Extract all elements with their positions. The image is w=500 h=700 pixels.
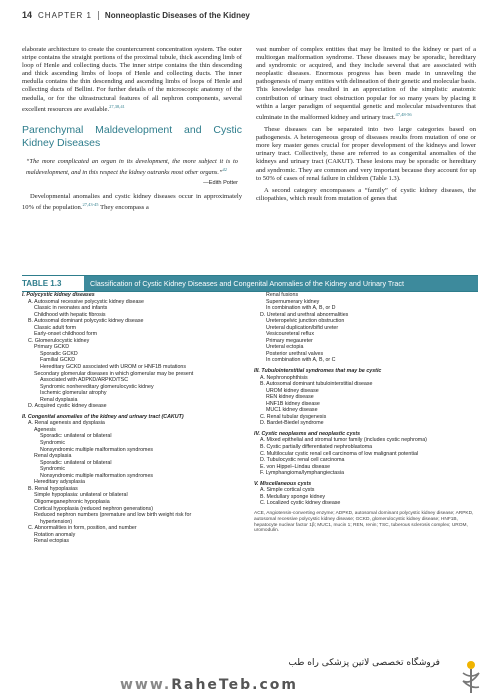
right-paragraph-1: vast number of complex entities that may be limited to the kidney or part of a multiorgan malformation syndrome. These diseases may be sporadic, hereditary and syndromic or acquired, and they include several that are associated with neoplastic diseases. Enormous progress has been made in unraveling the pathogenesis of many entities with delineation of their genetic and molecular basis. This knowledge has resulted in an appreciation of the simplistic anatomic contribution of urinary tract obstruction popular for so many years by placing it within a larger paradigm of sequential genetic and molecular misadventures that culminate in the malformed kidney and urinary tract.$^{47,48-56}$ [256, 46, 476, 121]
table-row: Primary GCKD [34, 344, 70, 351]
page-header [22, 10, 478, 20]
table-row: Secondary glomerular diseases in which glomerular may be present [34, 370, 194, 377]
table-row: Agenesis [34, 426, 56, 433]
table-row: E. von Hippel–Lindau disease [260, 463, 331, 470]
table-row: Classic adult form [34, 324, 77, 331]
table-section-heading: IV. Cystic neoplasms and neoplastic cysts [254, 430, 361, 437]
table-row: Ureteral ectopia [266, 344, 304, 351]
store-banner [0, 655, 500, 700]
store-name: فروشگاه تخصصی لاتین پزشکی راه طب [288, 658, 440, 668]
table-row: Renal fusions [266, 292, 299, 298]
section-heading: Parenchymal Maldevelopment and Cystic Kidney Diseases [22, 123, 242, 149]
table-row: Familial GCKD [40, 357, 76, 364]
table-row: Associated with ADPKD/ARPKD/TSC [40, 377, 129, 384]
table-row: Rotation anomaly [34, 531, 76, 538]
table-row: A. Mixed epithelial and stromal tumor family (includes cystic nephroma) [260, 437, 427, 444]
table-row: Sporadic: unilateral or bilateral [40, 433, 112, 440]
table-section-heading: V. Miscellaneous cysts [254, 480, 312, 487]
store-url[interactable]: www.RaheTeb.com [120, 677, 298, 693]
table-row: Hereditary GCKD associated with UROM or HNF1B mutations [40, 364, 187, 371]
table-row: Syndromic [40, 440, 66, 447]
table-row: A. Renal agenesis and dysplasia [28, 420, 105, 427]
page-number: 14 [22, 10, 33, 20]
table-row: Supernumerary kidney [266, 298, 320, 305]
table-row: Classic in neonates and infants [34, 305, 108, 312]
table-row: Ureteral duplication/bifid ureter [266, 324, 339, 331]
table-header [22, 275, 478, 292]
table-row: F. Lymphangioma/lymphangiectasia [260, 470, 345, 477]
epigraph-author: —Edith Potter [203, 179, 238, 186]
table-row: Syndromic [40, 466, 66, 473]
table-title: Classification of Cystic Kidney Diseases and Congenital Anomalies of the Kidney and Urinary Tract [84, 276, 478, 291]
table-row: Early-onset childhood form [34, 331, 98, 338]
table-row: Oligomeganephronic hypoplasia [34, 498, 110, 505]
table-row: MUC1 kidney disease [266, 407, 318, 414]
table-row: Nonsyndromic multiple malformation syndromes [40, 446, 154, 453]
table-row: Nonsyndromic multiple malformation syndromes [40, 472, 154, 479]
table-row: A. Nephronophthisis [260, 374, 308, 381]
table-row: Cortical hypoplasia (reduced nephron generations) [34, 505, 153, 512]
table-row: Posterior urethral valves [266, 350, 324, 357]
table-number: TABLE 1.3 [22, 279, 62, 288]
table-row: D. Tubulocystic renal cell carcinoma [260, 457, 345, 464]
table-row: REN kidney disease [266, 394, 314, 401]
epigraph-quote: “The more complicated an organ in its development, the more subject it is to maldevelopment, and in this respect the kidney outranks most other organs.”$^{42}$ [26, 157, 238, 176]
table-row: hypertension) [40, 518, 73, 525]
table-row: C. Abnormalities in form, position, and number [28, 525, 137, 532]
table-right-column [254, 292, 478, 534]
store-logo-icon [456, 659, 486, 695]
table-row: D. Ureteral and urethral abnormalities [260, 311, 349, 318]
left-column [22, 46, 242, 216]
table-row: Primary megaureter [266, 337, 313, 344]
classification-table [22, 275, 478, 545]
chapter-label: CHAPTER 1 [38, 10, 92, 20]
table-row: Simple hypoplasia: unilateral or bilateral [34, 492, 128, 499]
table-row: B. Autosomal dominant polycystic kidney disease [28, 318, 144, 325]
right-column [256, 46, 476, 207]
table-row: HNF1B kidney disease [266, 400, 320, 407]
table-footnote: ACE, Angiotensin-converting enzyme; ADPKD, autosomal dominant polycystic kidney disease; ARPKD, autosomal recessive polycystic kidney disease; GCKD, glomerulocystic kidney disease; HNF1B, hepatocyte nuclear factor 1β; MUC1, mucin 1; REN, renin; TSC, tuberous sclerosis complex; UROM, uromodulin. [254, 510, 474, 534]
table-row: Sporadic GCKD [40, 350, 78, 357]
table-row: Vesicoureteral reflux [266, 331, 314, 338]
table-row: C. Renal tubular dysgenesis [260, 413, 327, 420]
right-paragraph-2: These diseases can be separated into two large categories based on pathogenesis. A heterogeneous group of diseases results from mutation of one or more key master genes crucial for proper development of the kidneys and lower urinary tract. Collectively, these are referred to as congenital anomalies of the kidneys and urinary tract (CAKUT). These lesions may be sporadic or hereditary and syndromic. They are common and very important because they account for up to 50% of cases of renal failure in children (Table 1.3). [256, 126, 476, 182]
header-divider [98, 11, 99, 20]
chapter-title: Nonneoplastic Diseases of the Kidney [104, 10, 250, 20]
table-row: Reduced nephron numbers (premature and low birth weight risk for [34, 512, 192, 519]
table-row: D. Acquired cystic kidney disease [28, 403, 107, 410]
table-section-heading: II. Congenital anomalies of the kidney and urinary tract (CAKUT) [22, 413, 184, 420]
table-row: Renal dysplasia [34, 453, 72, 460]
table-section-heading: III. Tubulointerstitial syndromes that may be cystic [254, 368, 382, 375]
table-row: Ureteropelvic junction obstruction [266, 318, 345, 325]
table-row: In combination with A, B, or D [266, 305, 336, 312]
table-row: D. Bardet-Biedel syndrome [260, 420, 324, 427]
table-row: In combination with A, B, or C [266, 357, 336, 364]
table-row: Renal dysplasia [40, 396, 78, 403]
table-row: Hereditary adysplasia [34, 479, 85, 486]
table-row: A. Simple cortical cysts [260, 487, 315, 494]
table-row: Syndromic nonhereditary glomerulocystic kidney [40, 383, 154, 390]
table-row: C. Localized cystic kidney disease [260, 500, 341, 507]
table-row: Sporadic: unilateral or bilateral [40, 459, 112, 466]
table-row: Renal ectopias [34, 538, 70, 545]
table-row: B. Cystic partially differentiated nephroblastoma [260, 444, 373, 451]
table-row: Ischemic glomerular atrophy [40, 390, 107, 397]
table-row: UROM kidney disease [266, 387, 319, 394]
table-row: B. Renal hypoplasias [28, 485, 78, 492]
right-paragraph-3: A second category encompasses a “family” of cystic kidney diseases, the ciliopathies, which result from mutation of genes that [256, 186, 476, 202]
table-row: C. Multilocular cystic renal cell carcinoma of low malignant potential [260, 450, 419, 457]
table-section-heading: I. Polycystic kidney diseases [22, 292, 95, 298]
table-left-column [22, 292, 246, 545]
table-row: B. Medullary sponge kidney [260, 493, 326, 500]
left-paragraph-2: Developmental anomalies and cystic kidney diseases occur in approximately 10% of the population.$^{27,43-45}$ They encompass a [22, 192, 242, 212]
table-row: C. Glomerulocystic kidney [28, 337, 90, 344]
table-row: B. Autosomal dominant tubulointerstitial disease [260, 381, 373, 388]
left-paragraph-1: elaborate architecture to create the countercurrent concentration system. The outer stripe contains the straight portions of the proximal tubule, thick ascending limb of loop of Henle and collecting ducts. The inner stripe contains the thin descending and thick ascending limbs of loops of Henle and collecting ducts. The inner medulla contains the thin descending and ascending limbs of loops of Henle and collecting ducts of Bellini. For further details of the microscopic anatomy of the medulla, or for the ultrastructural features of all nephron components, several excellent resources are available.$^{27,38,41}$ [22, 46, 242, 113]
table-row: A. Autosomal recessive polycystic kidney disease [28, 298, 144, 305]
table-row: Childhood with hepatic fibrosis [34, 311, 106, 318]
